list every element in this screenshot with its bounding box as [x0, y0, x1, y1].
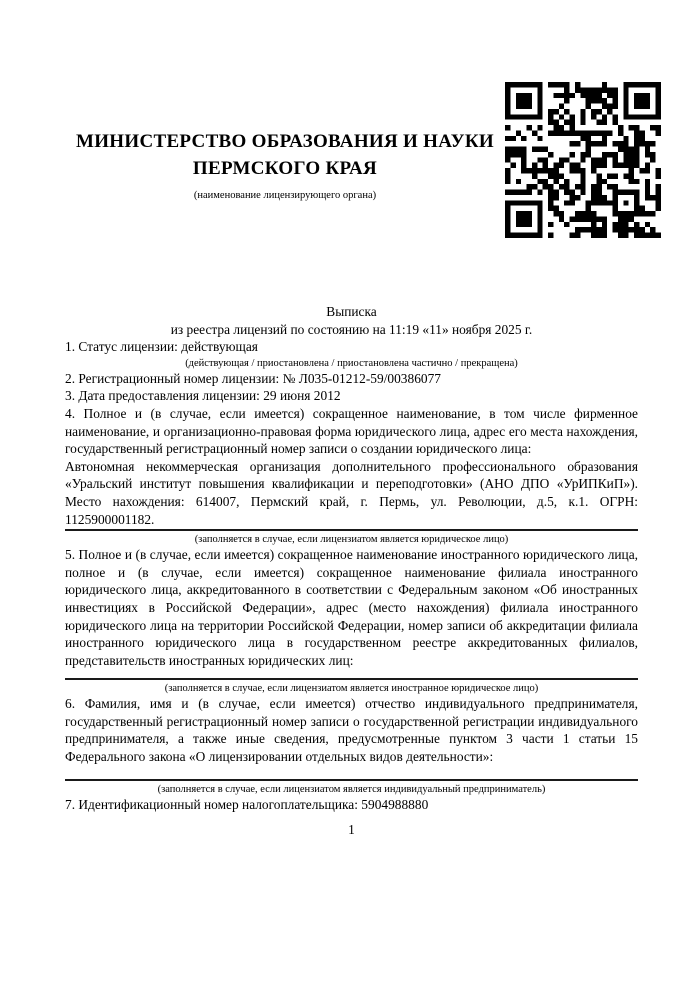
item-5-foreign-entity-question: 5. Полное и (в случае, если имеется) сокращенное наименование иностранного юридического лица, полное и (в случае, если имеется) сокращенное наименование филиала иностранного юридического лица, аккредитованного в соответствии с Федеральным законом «Об иностранных инвестициях в Российской Федерации», адрес (место нахождения) филиала иностранного юридического лица на территории Российской Федерации, номер записи об аккредитации филиала иностранного юридического лица в государственном реестре аккредитованных филиалов, представительств иностранных юридических лиц: — [65, 547, 638, 668]
item-7-taxpayer-number: 7. Идентификационный номер налогоплательщика: 5904988880 — [65, 796, 429, 812]
document-title-line2: из реестра лицензий по состоянию на 11:19 «11» ноября 2025 г. — [170, 321, 533, 337]
item-4-fill-line — [65, 529, 638, 531]
document-body — [65, 303, 638, 839]
item-6-entrepreneur-question: 6. Фамилия, имя и (в случае, если имеется) отчество индивидуального предпринимателя, государственный регистрационный номер записи о государственной регистрации индивидуального предпринимателя, а также иные сведения, предусмотренные пунктом 3 части 1 статьи 15 Федерального закона «О лицензировании отдельных видов деятельности»: — [65, 696, 638, 765]
item-1-caption: (действующая / приостановлена / приостановлена частично / прекращена) — [185, 357, 518, 369]
item-1-license-status: 1. Статус лицензии: действующая — [65, 339, 258, 355]
qr-code-icon — [505, 82, 661, 238]
ministry-name-line1: МИНИСТЕРСТВО ОБРАЗОВАНИЯ И НАУКИ — [75, 131, 495, 152]
qr-code-svg — [505, 82, 661, 238]
item-6-caption: (заполняется в случае, если лицензиатом является индивидуальный предприниматель) — [157, 783, 546, 795]
ministry-name-line2: ПЕРМСКОГО КРАЯ — [192, 158, 378, 179]
item-2-registration-number: 2. Регистрационный номер лицензии: № Л035-01212-59/00386077 — [65, 370, 441, 386]
item-4-legal-entity-question: 4. Полное и (в случае, если имеется) сокращенное наименование, в том числе фирменное наименование, и организационно-правовая форма юридического лица, адрес его места нахождения, государственный регистрационный номер записи о создании юридического лица: — [65, 405, 638, 457]
item-4-caption: (заполняется в случае, если лицензиатом является юридическое лицо) — [194, 534, 509, 546]
item-6-fill-line — [65, 779, 638, 781]
item-3-grant-date: 3. Дата предоставления лицензии: 29 июня 2012 — [65, 388, 341, 404]
document-title — [65, 303, 638, 338]
document-title-line1: Выписка — [326, 304, 377, 319]
ministry-caption: (наименование лицензирующего органа) — [193, 190, 377, 201]
ministry-header — [65, 128, 505, 202]
item-4-legal-entity-answer: Автономная некоммерческая организация дополнительного профессионального образования «Уральский институт повышения квалификации и переподготовки» (АНО ДПО «УрИПКиП»). Место нахождения: 614007, Пермский край, г. Пермь, ул. Революции, д.5, к.1. ОГРН: 1125900001182. — [65, 458, 638, 527]
page-number: 1 — [348, 822, 355, 838]
item-5-fill-line — [65, 678, 638, 680]
item-5-caption: (заполняется в случае, если лицензиатом является иностранное юридическое лицо) — [164, 683, 539, 695]
